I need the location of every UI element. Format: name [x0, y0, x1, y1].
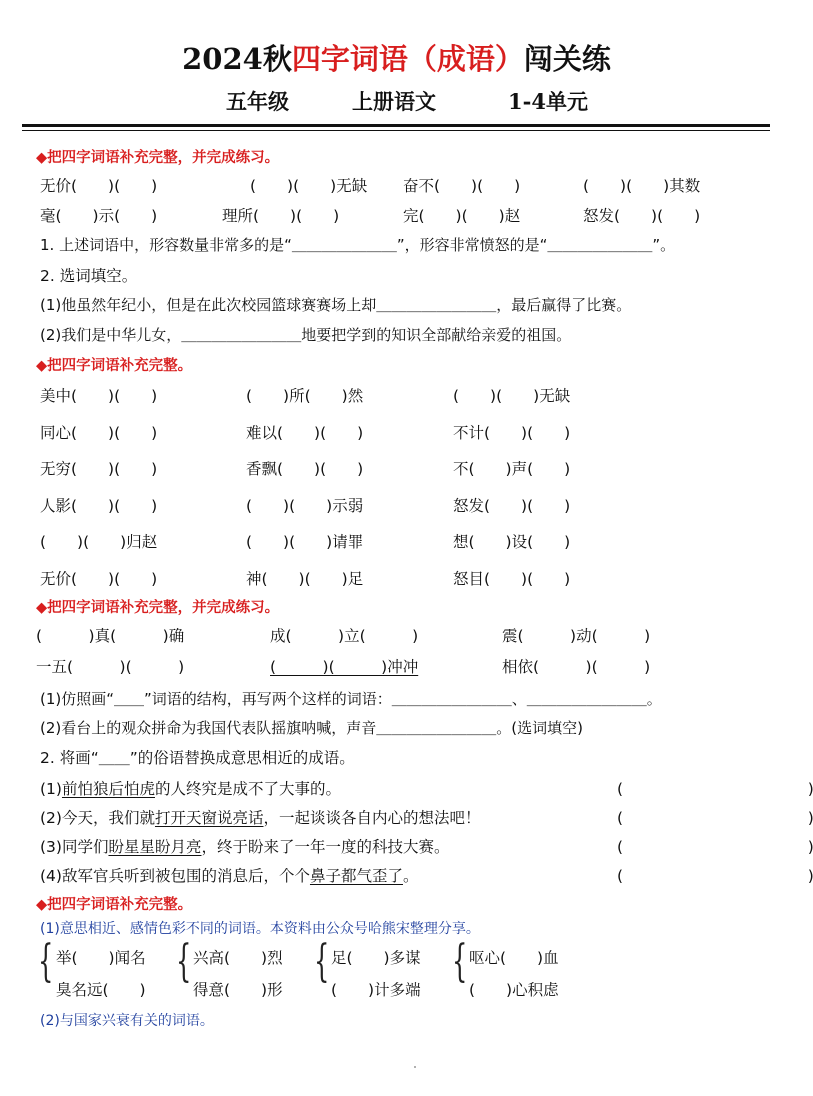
question-line: 1. 上述词语中，形容数量非常多的是“＿＿＿＿＿＿＿”，形容非常愤怒的是“＿＿＿＿＿＿＿”。: [40, 236, 676, 254]
answer-blank: ( ): [617, 867, 813, 885]
blank-item: 无价( )( ): [40, 177, 158, 195]
blank-item: 香飘( )( ): [246, 460, 364, 478]
blank-item: 完( )( )赵: [403, 207, 521, 225]
section2-heading: ◆把四字词语补充完整。: [36, 358, 193, 374]
header-rule-thin: [22, 130, 770, 131]
proverb-item: (1)前怕狼后怕虎的人终究是成不了大事的。: [40, 780, 341, 798]
blank-item: ( )所( )然: [246, 387, 364, 405]
grade-label: 五年级: [226, 89, 289, 114]
blank-item: 足( )多谋: [331, 949, 421, 967]
blank-item: ( )真( )确: [36, 627, 185, 645]
blank-item: 奋不( )( ): [403, 177, 521, 195]
blank-item: 不计( )( ): [453, 424, 571, 442]
page-dot: [414, 1066, 416, 1068]
section3-heading: ◆把四字词语补充完整，并完成练习。: [36, 600, 280, 616]
blank-item: 怒目( )( ): [453, 570, 571, 588]
proverb-item: (3)同学们盼星星盼月亮，终于盼来了一年一度的科技大赛。: [40, 838, 450, 856]
blank-item: 怒发( )( ): [453, 497, 571, 515]
section4-heading: ◆把四字词语补充完整。: [36, 897, 193, 913]
blank-item: 臭名远( ): [56, 981, 146, 999]
blank-item: 想( )设( ): [453, 533, 571, 551]
question-line: (1)仿照画“＿＿”词语的结构，再写两个这样的词语：＿＿＿＿＿＿＿＿、＿＿＿＿＿＿＿＿。: [40, 690, 662, 708]
blank-item: 得意( )形: [193, 981, 283, 999]
question-line: (2)我们是中华儿女，＿＿＿＿＿＿＿＿地要把学到的知识全部献给亲爱的祖国。: [40, 326, 572, 344]
title-suffix: 闯关练: [523, 42, 611, 76]
brace-icon: {: [452, 936, 468, 987]
subheading: (1)意思相近、感情色彩不同的词语。本资料由公众号哈熊宋整理分享。: [40, 921, 480, 937]
question-line: (1)他虽然年纪小，但是在此次校园篮球赛赛场上却＿＿＿＿＿＿＿＿，最后赢得了比赛。: [40, 296, 632, 314]
blank-item: 同心( )( ): [40, 424, 158, 442]
question-line: 2. 将画“＿＿”的俗语替换成意思相近的成语。: [40, 749, 355, 767]
blank-item: ( )( )请罪: [246, 533, 364, 551]
answer-blank: ( ): [617, 838, 813, 856]
subheading: (2)与国家兴衰有关的词语。: [40, 1013, 214, 1029]
blank-item: 成( )立( ): [270, 627, 419, 645]
blank-item: ( )( )示弱: [246, 497, 364, 515]
proverb-item: (4)敌军官兵听到被包围的消息后，个个鼻子都气歪了。: [40, 867, 419, 885]
blank-item: 不( )声( ): [453, 460, 571, 478]
blank-item: 兴高( )烈: [193, 949, 283, 967]
blank-item: ( )心积虑: [469, 981, 559, 999]
blank-item: 怒发( )( ): [583, 207, 701, 225]
blank-item: 相依( )( ): [502, 658, 651, 676]
section1-heading: ◆把四字词语补充完整，并完成练习。: [36, 150, 280, 166]
blank-item: 震( )动( ): [502, 627, 651, 645]
blank-item: ( )( )无缺: [453, 387, 571, 405]
blank-item: 无价( )( ): [40, 570, 158, 588]
title-highlight: 四字词语（成语）: [291, 42, 524, 76]
blank-item: 理所( )( ): [222, 207, 340, 225]
underlined-blank-item: ( )( )冲冲: [270, 658, 419, 676]
question-line: (2)看台上的观众拼命为我国代表队摇旗呐喊，声音＿＿＿＿＿＿＿＿。(选词填空): [40, 719, 583, 737]
blank-item: 一五( )( ): [36, 658, 185, 676]
blank-item: 呕心( )血: [469, 949, 559, 967]
blank-item: ( )计多端: [331, 981, 421, 999]
volume-label: 上册语文: [352, 89, 436, 114]
brace-icon: {: [314, 936, 330, 987]
question-line: 2. 选词填空。: [40, 267, 138, 285]
title-prefix: 2024秋: [182, 42, 292, 76]
blank-item: 难以( )( ): [246, 424, 364, 442]
blank-item: ( )( )归赵: [40, 533, 158, 551]
answer-blank: ( ): [617, 809, 813, 827]
blank-item: 无穷( )( ): [40, 460, 158, 478]
blank-item: ( )( )其数: [583, 177, 701, 195]
proverb-item: (2)今天，我们就打开天窗说亮话，一起谈谈各自内心的想法吧！: [40, 809, 481, 827]
blank-item: ( )( )无缺: [250, 177, 368, 195]
blank-item: 毫( )示( ): [40, 207, 158, 225]
brace-icon: {: [176, 936, 192, 987]
blank-item: 举( )闻名: [56, 949, 146, 967]
units-label: 1-4单元: [508, 89, 588, 114]
blank-item: 人影( )( ): [40, 497, 158, 515]
page-title: [0, 37, 793, 78]
header-rule-thick: [22, 124, 770, 127]
brace-icon: {: [38, 936, 54, 987]
blank-item: 神( )( )足: [246, 570, 364, 588]
answer-blank: ( ): [617, 780, 813, 798]
blank-item: 美中( )( ): [40, 387, 158, 405]
